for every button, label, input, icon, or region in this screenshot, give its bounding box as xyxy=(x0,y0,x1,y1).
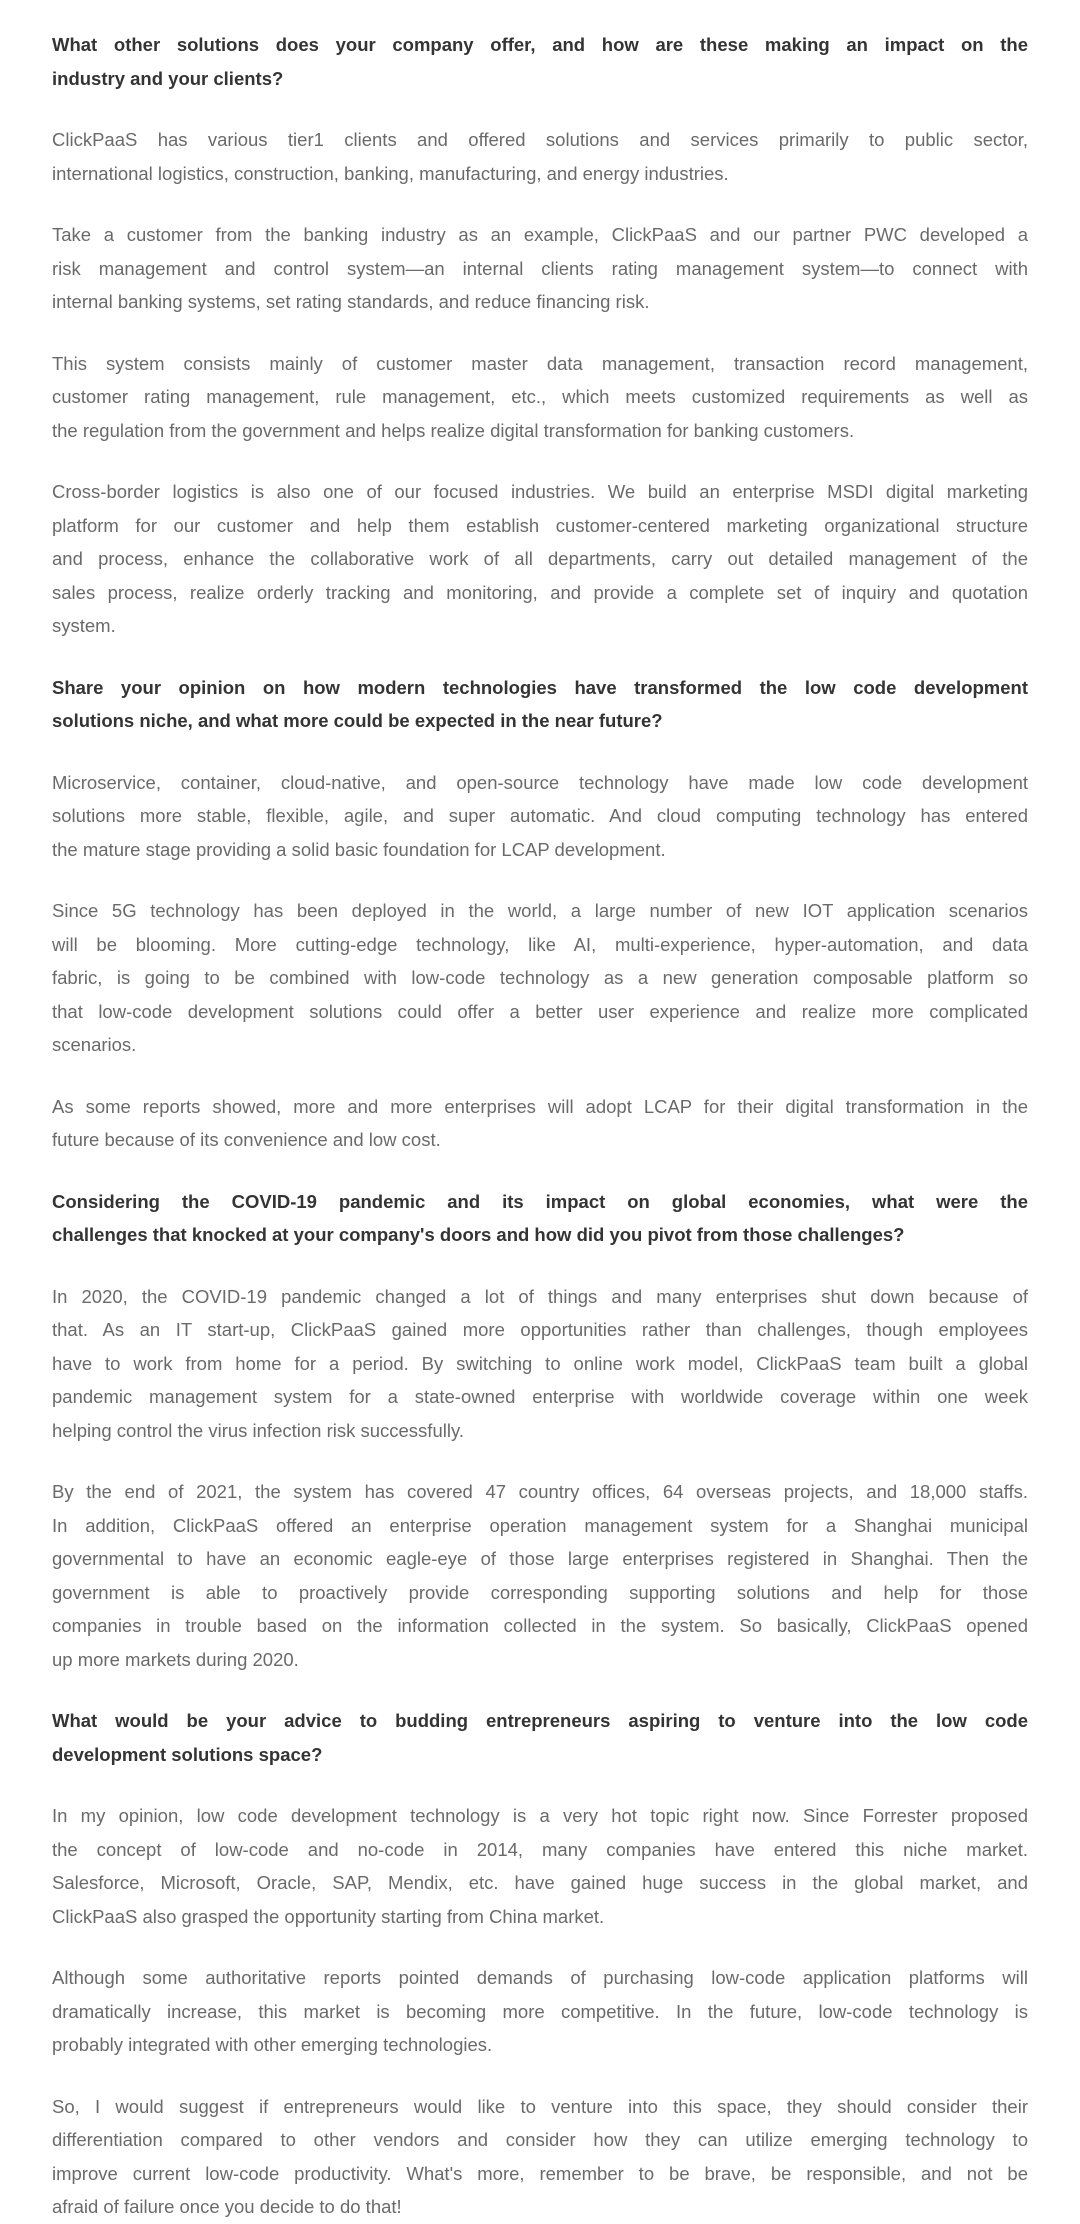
text-line: system. xyxy=(52,615,116,636)
text-line: internal banking systems, set rating standards, and reduce financing risk. xyxy=(52,291,650,312)
answer-paragraph xyxy=(52,1475,1028,1676)
text-line: fabric, is going to be combined with low-code technology as a new generation composable platform so xyxy=(52,967,1028,988)
text-line: the regulation from the government and helps realize digital transformation for banking customers. xyxy=(52,419,855,441)
text-line: international logistics, construction, banking, manufacturing, and energy industries. xyxy=(52,162,729,184)
text-line: dramatically increase, this market is becoming more competitive. In the future, low-code technology is xyxy=(52,2000,1028,2022)
text-line: Take a customer from the banking industry as an example, ClickPaaS and our partner PWC developed a xyxy=(52,224,1028,245)
answer-paragraph xyxy=(52,894,1028,1062)
answer-paragraph xyxy=(52,1799,1028,1933)
text-line: companies in trouble based on the information collected in the system. So basically, ClickPaaS opened xyxy=(52,1615,1028,1636)
text-line: sales process, realize orderly tracking and monitoring, and provide a complete set of inquiry and quotation xyxy=(52,581,1028,603)
answer-paragraph xyxy=(52,2090,1028,2224)
text-line: This system consists mainly of customer master data management, transaction record management, xyxy=(52,352,1028,374)
text-line: Cross-border logistics is also one of our focused industries. We build an enterprise MSDI digital marketing xyxy=(52,481,1028,502)
answer-paragraph xyxy=(52,347,1028,448)
text-line: pandemic management system for a state-owned enterprise with worldwide coverage within one week xyxy=(52,1386,1028,1407)
text-line: Although some authoritative reports pointed demands of purchasing low-code application platforms will xyxy=(52,1967,1028,1988)
text-line: differentiation compared to other vendors and consider how they can utilize emerging technology to xyxy=(52,2129,1028,2150)
text-line: What would be your advice to budding entrepreneurs aspiring to venture into the low code xyxy=(52,1710,1028,1731)
text-line: scenarios. xyxy=(52,1034,137,1055)
text-line: risk management and control system—an internal clients rating management system—to connect with xyxy=(52,257,1028,279)
text-line: have to work from home for a period. By switching to online work model, ClickPaaS team built a global xyxy=(52,1352,1028,1374)
text-line: As some reports showed, more and more enterprises will adopt LCAP for their digital transformation in the xyxy=(52,1095,1028,1117)
text-line: that. As an IT start-up, ClickPaaS gained more opportunities rather than challenges, though employees xyxy=(52,1319,1028,1340)
text-line: up more markets during 2020. xyxy=(52,1648,299,1670)
text-line: customer rating management, rule management, etc., which meets customized requirements as well as xyxy=(52,386,1028,407)
text-line: In addition, ClickPaaS offered an enterprise operation management system for a Shanghai municipal xyxy=(52,1514,1028,1536)
text-line: In 2020, the COVID-19 pandemic changed a lot of things and many enterprises shut down because of xyxy=(52,1285,1028,1307)
question-paragraph xyxy=(52,671,1028,738)
text-line: Microservice, container, cloud-native, and open-source technology have made low code development xyxy=(52,771,1028,793)
answer-paragraph xyxy=(52,123,1028,190)
answer-paragraph xyxy=(52,475,1028,643)
text-line: the concept of low-code and no-code in 2014, many companies have entered this niche market. xyxy=(52,1838,1028,1860)
question-paragraph xyxy=(52,1704,1028,1771)
text-line: So, I would suggest if entrepreneurs would like to venture into this space, they should consider their xyxy=(52,2095,1028,2117)
text-line: helping control the virus infection risk successfully. xyxy=(52,1419,464,1441)
text-line: probably integrated with other emerging technologies. xyxy=(52,2034,493,2055)
text-line: improve current low-code productivity. What's more, remember to be brave, be responsible, and not be xyxy=(52,2162,1028,2184)
text-line: challenges that knocked at your company's doors and how did you pivot from those challenges? xyxy=(52,1224,905,1245)
text-line: afraid of failure once you decide to do that! xyxy=(52,2196,402,2217)
question-paragraph xyxy=(52,28,1028,95)
text-line: Share your opinion on how modern technologies have transformed the low code development xyxy=(52,676,1028,698)
text-line: Considering the COVID-19 pandemic and its impact on global economies, what were the xyxy=(52,1190,1028,1212)
text-line: the mature stage providing a solid basic foundation for LCAP development. xyxy=(52,838,666,860)
text-line: platform for our customer and help them establish customer-centered marketing organizational structure xyxy=(52,514,1028,536)
text-line: that low-code development solutions could offer a better user experience and realize more complicated xyxy=(52,1000,1028,1022)
question-paragraph xyxy=(52,1185,1028,1252)
answer-paragraph xyxy=(52,1961,1028,2062)
text-line: industry and your clients? xyxy=(52,67,284,89)
text-line: will be blooming. More cutting-edge technology, like AI, multi-experience, hyper-automation, and data xyxy=(52,933,1028,955)
text-line: What other solutions does your company offer, and how are these making an impact on the xyxy=(52,34,1028,55)
text-line: ClickPaaS also grasped the opportunity starting from China market. xyxy=(52,1905,605,1927)
answer-paragraph xyxy=(52,218,1028,319)
text-line: development solutions space? xyxy=(52,1743,323,1765)
text-line: Salesforce, Microsoft, Oracle, SAP, Mendix, etc. have gained huge success in the global market, and xyxy=(52,1872,1028,1893)
text-line: In my opinion, low code development technology is a very hot topic right now. Since Forrester proposed xyxy=(52,1805,1028,1826)
text-line: By the end of 2021, the system has covered 47 country offices, 64 overseas projects, and 18,000 staffs. xyxy=(52,1481,1028,1502)
text-line: Since 5G technology has been deployed in the world, a large number of new IOT application scenarios xyxy=(52,900,1028,921)
text-line: ClickPaaS has various tier1 clients and offered solutions and services primarily to public sector, xyxy=(52,129,1028,150)
text-line: governmental to have an economic eagle-eye of those large enterprises registered in Shanghai. Then the xyxy=(52,1548,1028,1569)
answer-paragraph xyxy=(52,1280,1028,1448)
text-line: solutions niche, and what more could be expected in the near future? xyxy=(52,710,663,731)
answer-paragraph xyxy=(52,766,1028,867)
text-line: future because of its convenience and low cost. xyxy=(52,1129,441,1150)
text-line: solutions more stable, flexible, agile, and super automatic. And cloud computing technology has entered xyxy=(52,805,1028,826)
text-line: and process, enhance the collaborative work of all departments, carry out detailed management of the xyxy=(52,548,1028,569)
text-line: government is able to proactively provide corresponding supporting solutions and help for those xyxy=(52,1581,1028,1603)
answer-paragraph xyxy=(52,1090,1028,1157)
